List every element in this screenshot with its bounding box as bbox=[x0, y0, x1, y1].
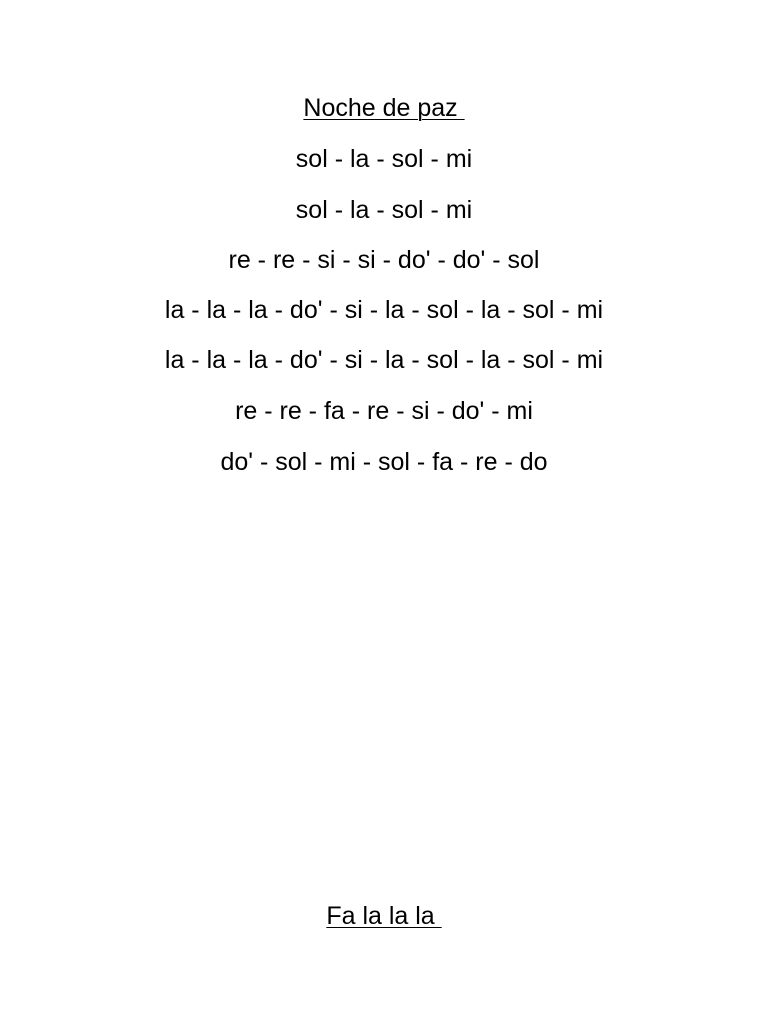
notes-line: do' - sol - mi - sol - fa - re - do bbox=[220, 448, 548, 476]
notes-line: sol - la - sol - mi bbox=[295, 145, 473, 173]
song-title-fa-la-la-la: Fa la la la bbox=[326, 902, 442, 930]
notes-line: la - la - la - do' - si - la - sol - la - sol - mi bbox=[164, 346, 604, 374]
song-title-noche-de-paz: Noche de paz bbox=[303, 94, 465, 122]
notes-line: re - re - fa - re - si - do' - mi bbox=[235, 397, 533, 425]
notes-line: re - re - si - si - do' - do' - sol bbox=[228, 246, 540, 274]
notes-line: sol - la - sol - mi bbox=[295, 196, 473, 224]
notes-line: la - la - la - do' - si - la - sol - la - sol - mi bbox=[164, 296, 604, 324]
